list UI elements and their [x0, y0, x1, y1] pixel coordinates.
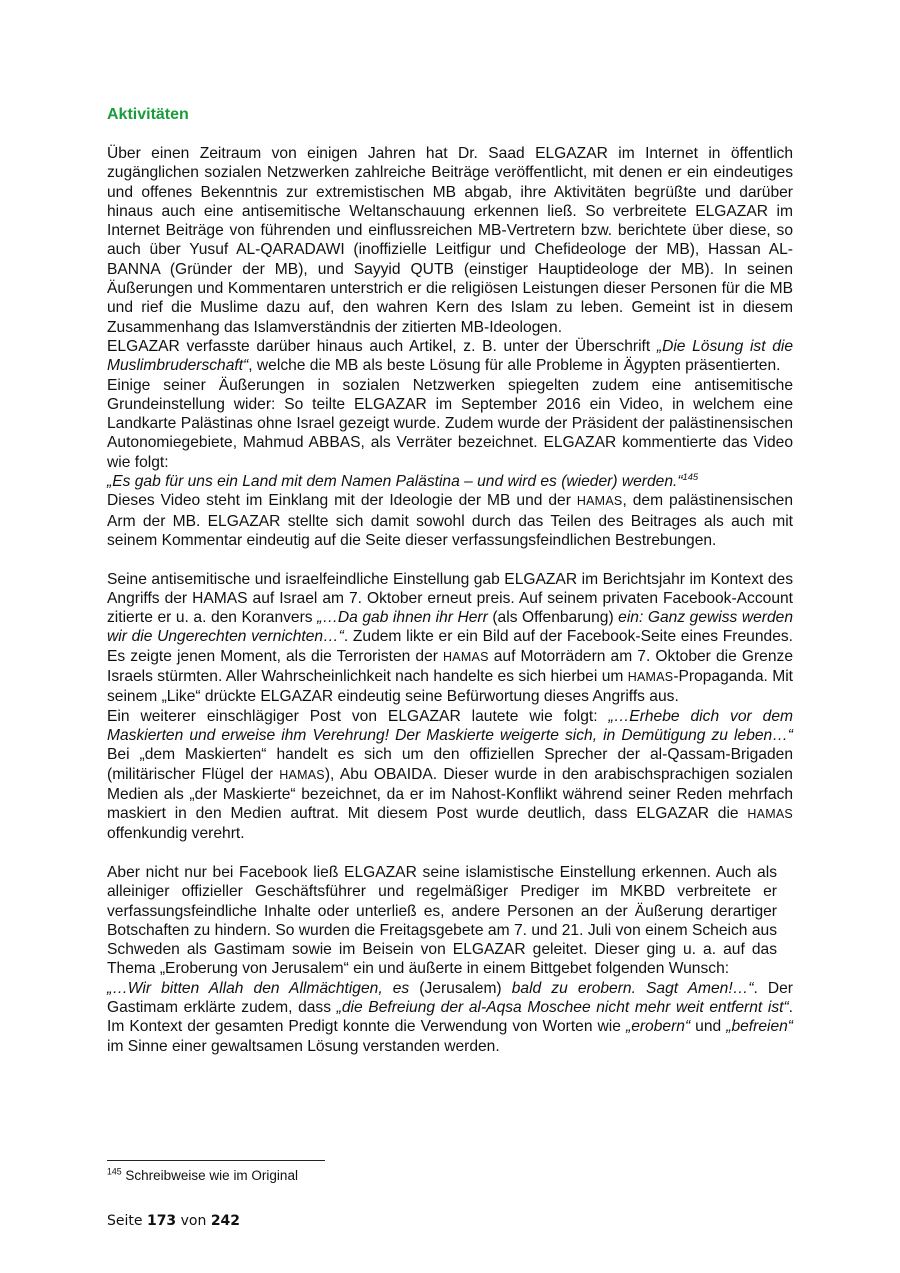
text-span: . Im Kontext der gesamten Predigt konnte die Verwendung von Worten wie — [107, 999, 793, 1036]
text-span: Dieses Video steht im Einklang mit der Ideologie der MB und der — [107, 492, 577, 510]
paragraph-2 — [107, 337, 793, 376]
text-span: und — [690, 1018, 727, 1036]
paragraph-4 — [107, 491, 793, 550]
text-span: ), Abu OBAIDA. Dieser wurde in den arabischsprachigen sozialen Medien als „der Maskierte“ bezeichnet, da er im Nahost-Konflikt während seiner Reden mehrfach maskiert in den Medien auftrat. Mit diesem Post wurde deutlich, dass ELGAZAR die — [107, 765, 793, 823]
footnote-number: 145 — [107, 1166, 122, 1177]
paragraph-6 — [107, 707, 793, 844]
italic-quote: „erobern“ — [626, 1018, 691, 1036]
footnote-text: Schreibweise wie im Original — [121, 1168, 298, 1183]
page-number: 173 — [146, 1213, 177, 1229]
text-span: (als Offenbarung) — [487, 609, 619, 627]
text-span: , welche die MB als beste Lösung für alle Probleme in Ägypten präsentierten. — [248, 357, 781, 375]
paragraph-gap — [107, 550, 793, 569]
total-pages: 242 — [210, 1213, 241, 1229]
italic-quote: „Es gab für uns ein Land mit dem Namen Palästina – und wird es (wieder) werden.“ — [107, 473, 683, 491]
small-caps-name: HAMAS — [443, 649, 489, 664]
paragraph-1: Über einen Zeitraum von einigen Jahren hat Dr. Saad ELGAZAR im Internet in öffentlich zugänglichen sozialen Netzwerken zahlreiche Beiträge veröffentlicht, mit denen er ein eindeutiges und offenes Bekenntnis zur extremistischen MB abgab, ihre Aktivitäten begrüßte und darüber hinaus auch eine antisemitische Weltanschauung erkennen ließ. So verbreitete ELGAZAR im Internet Beiträge von führenden und einflussreichen MB-Vertretern bzw. berichtete über diese, so auch über Yusuf AL-QARADAWI (inoffizielle Leitfigur und Chefideologe der MB), Hassan AL-BANNA (Gründer der MB), und Sayyid QUTB (einstiger Hauptideologe der MB). In seinen Äußerungen und Kommentaren unterstrich er die religiösen Leistungen dieser Personen für die MB und rief die Muslime dazu auf, den wahren Kern des Islam zu leben. Gemeint ist in diesem Zusammenhang das Islamverständnis der zitierten MB-Ideologen. — [107, 145, 793, 336]
text-span: im Sinne einer gewaltsamen Lösung verstanden werden. — [107, 1037, 500, 1055]
text-span: ELGAZAR verfasste darüber hinaus auch Artikel, z. B. unter der Überschrift — [107, 337, 657, 355]
small-caps-name: HAMAS — [576, 494, 623, 509]
small-caps-name: HAMAS — [279, 767, 325, 782]
italic-quote: „…Wir bitten Allah den Allmächtigen, es — [107, 979, 410, 997]
paragraph-5 — [107, 570, 793, 707]
footnote-divider — [107, 1160, 325, 1161]
body-text — [107, 144, 793, 1056]
quote-1 — [107, 472, 793, 491]
footer-mid: von — [176, 1213, 211, 1229]
text-span: . Der Gastimam erklärte zudem, dass — [107, 979, 793, 1017]
text-span: Bei „dem Maskierten“ handelt es sich um den offiziellen Sprecher der al-Qassam-Brigaden (militärischer Flügel der — [107, 746, 793, 783]
footnote — [107, 1168, 298, 1183]
paragraph-3: Einige seiner Äußerungen in sozialen Netzwerken spiegelten zudem eine antisemitische Grundeinstellung wider: So teilte ELGAZAR im September 2016 ein Video, in welchem eine Landkarte Palästinas ohne Israel gezeigt wurde. Zudem wurde der Präsident der palästinensischen Autonomiegebiete, Mahmud ABBAS, als Verräter bezeichnet. ELGAZAR kommentierte das Video wie folgt: — [107, 376, 793, 471]
italic-quote: „Die Lösung ist die Muslimbruderschaft“ — [107, 337, 794, 375]
italic-quote: bald zu erobern. Sagt Amen!…“ — [511, 979, 754, 997]
footer-prefix: Seite — [107, 1213, 147, 1229]
italic-quote: ein: Ganz gewiss werden wir die Ungerechten vernichten…“ — [107, 609, 794, 646]
italic-quote: „befreien“ — [726, 1018, 794, 1036]
small-caps-name: HAMAS — [627, 670, 674, 685]
paragraph-gap — [107, 844, 793, 863]
text-span: Seine antisemitische und israelfeindliche Einstellung gab ELGAZAR im Berichtsjahr im Kontext des Angriffs der HAMAS auf Israel am 7. Oktober erneut preis. Auf seinem privaten Facebook-Account zitierte er u. a. den Koranvers — [107, 570, 793, 627]
italic-quote: „…Da gab ihnen ihr Herr — [317, 609, 488, 627]
page-footer — [107, 1213, 240, 1229]
text-span: offenkundig verehrt. — [107, 825, 245, 843]
italic-quote: „…Erhebe dich vor dem Maskierten und erweise ihm Verehrung! Der Maskierte weigerte sich, in Demütigung zu leben…“ — [107, 707, 793, 744]
text-span: (Jerusalem) — [409, 979, 512, 997]
paragraph-7: Aber nicht nur bei Facebook ließ ELGAZAR seine islamistische Einstellung erkennen. Auch als alleiniger offizieller Geschäftsführer und regelmäßiger Prediger im MKBD verbreitete er verfassungsfeindliche Inhalte oder unterließ es, andere Personen an der Äußerung derartiger Botschaften zu hindern. So wurden die Freitagsgebete am 7. und 21. Juli von einem Scheich aus Schweden als Gastimam sowie im Beisein von ELGAZAR geleitet. Dieser ging u. a. auf das Thema „Eroberung von Jerusalem“ ein und äußerte in einem Bittgebet folgenden Wunsch: — [107, 863, 777, 978]
text-span: . Zudem likte er ein Bild auf der Facebook-Seite eines Freundes. Es zeigte jenen Moment, als die Terroristen der — [107, 628, 793, 665]
section-heading: Aktivitäten — [107, 106, 189, 123]
paragraph-8 — [107, 979, 793, 1056]
footnote-ref: 145 — [682, 471, 699, 482]
italic-quote: „die Befreiung der al-Aqsa Moschee nicht mehr weit entfernt ist“ — [336, 999, 789, 1017]
text-span: -Propaganda. Mit seinem „Like“ drückte ELGAZAR eindeutig seine Befürwortung dieses Angriffs aus. — [107, 668, 793, 706]
text-span: Ein weiterer einschlägiger Post von ELGAZAR lautete wie folgt: — [107, 707, 609, 725]
text-span: auf Motorrädern am 7. Oktober die Grenze Israels stürmten. Aller Wahrscheinlichkeit nach handelte es sich hierbei um — [107, 647, 793, 686]
text-span: , dem palästinensischen Arm der MB. ELGAZAR stellte sich damit sowohl durch das Teilen des Beitrages als auch mit seinem Kommentar eindeutig auf die Seite dieser verfassungsfeindlichen Bestrebungen. — [107, 492, 793, 549]
small-caps-name: HAMAS — [747, 807, 793, 822]
